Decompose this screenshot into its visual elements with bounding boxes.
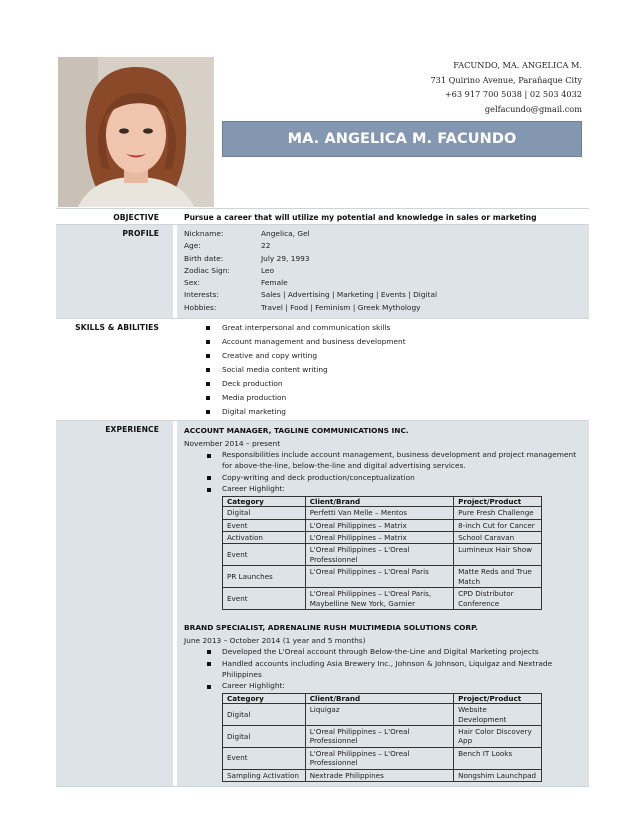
skill-item: Social media content writing [184, 363, 583, 377]
profile-label: PROFILE [56, 225, 173, 318]
job-bullet: Career Highlight: [184, 484, 583, 495]
job-bullet: Responsibilities include account management, business development and project management for above-the-line, below-the-line and digital advertising services. [184, 450, 583, 472]
contact-address: 731 Quirino Avenue, Parañaque City [430, 74, 582, 85]
table-header-row [223, 497, 542, 507]
skill-item: Great interpersonal and communication skills [184, 321, 583, 335]
job-bullet: Developed the L'Oreal account through Below-the-Line and Digital Marketing projects [184, 647, 583, 658]
header-project: Project/Product [454, 497, 542, 507]
contact-email: gelfacundo@gmail.com [484, 103, 582, 114]
experience-content [177, 421, 589, 786]
job-bullet: Career Highlight: [184, 681, 583, 692]
objective-text: Pursue a career that will utilize my potential and knowledge in sales or marketing [177, 209, 589, 224]
portrait-image [58, 57, 214, 207]
table-row: PR Launches L'Oreal Philippines – L'Oreal Paris Matte Reds and True Match [223, 566, 542, 588]
skill-item: Digital marketing [184, 405, 583, 419]
job-entry [184, 425, 583, 610]
objective-row [56, 208, 589, 224]
skills-list [177, 319, 589, 420]
header-category: Category [223, 497, 306, 507]
table-row: Digital Liquigaz Website Development [223, 704, 542, 726]
header-client: Client/Brand [305, 497, 453, 507]
table-row: Event L'Oreal Philippines – Matrix 8-inch Cut for Cancer [223, 519, 542, 531]
name-banner [222, 121, 582, 157]
profile-fields [177, 225, 589, 318]
full-name: MA. ANGELICA M. FACUNDO [287, 131, 517, 147]
header-client: Client/Brand [305, 694, 453, 704]
experience-row [56, 420, 589, 787]
table-row: Sampling Activation Nextrade Philippines Nongshim Launchpad [223, 769, 542, 781]
job-entry [184, 622, 583, 782]
table-row: Digital L'Oreal Philippines – L'Oreal Professionnel Hair Color Discovery App [223, 725, 542, 747]
profile-row [56, 224, 589, 318]
experience-label: EXPERIENCE [56, 421, 173, 786]
highlight-table [222, 693, 542, 782]
profile-field: Age: 22 [184, 241, 271, 251]
profile-field: Nickname: Angelica, Gel [184, 229, 310, 238]
contact-phones: +63 917 700 5038 | 02 503 4032 [444, 89, 582, 100]
job-title: BRAND SPECIALIST, ADRENALINE RUSH MULTIMEDIA SOLUTIONS CORP. [184, 622, 478, 632]
table-row: Activation L'Oreal Philippines – Matrix School Caravan [223, 532, 542, 544]
job-dates: June 2013 – October 2014 (1 year and 5 months) [184, 635, 366, 645]
profile-field: Hobbies: Travel | Food | Feminism | Greek Mythology [184, 302, 421, 312]
job-title: ACCOUNT MANAGER, TAGLINE COMMUNICATIONS INC. [184, 426, 409, 436]
job-bullet: Copy-writing and deck production/conceptualization [184, 473, 583, 484]
profile-field: Zodiac Sign: Leo [184, 265, 275, 275]
table-row: Event L'Oreal Philippines – L'Oreal Professionnel Lumineux Hair Show [223, 544, 542, 566]
skills-row [56, 318, 589, 420]
skill-item: Deck production [184, 377, 583, 391]
profile-field: Interests: Sales | Advertising | Marketing | Events | Digital [184, 290, 438, 300]
contact-block [430, 58, 582, 116]
profile-field: Birth date: July 29, 1993 [184, 253, 310, 263]
header-project: Project/Product [454, 694, 542, 704]
profile-photo [58, 57, 214, 207]
header-category: Category [223, 694, 306, 704]
resume-table [56, 208, 589, 787]
skill-item: Creative and copy writing [184, 349, 583, 363]
skill-item: Media production [184, 391, 583, 405]
skills-label: SKILLS & ABILITIES [56, 319, 173, 420]
objective-label: OBJECTIVE [56, 209, 173, 224]
profile-field: Sex: Female [184, 278, 288, 288]
skill-item: Account management and business development [184, 335, 583, 349]
table-row: Event L'Oreal Philippines – L'Oreal Paris, Maybelline New York, Garnier CPD Distributor Conference [223, 588, 542, 610]
table-row: Event L'Oreal Philippines – L'Oreal Professionnel Bench IT Looks [223, 747, 542, 769]
table-row: Digital Perfetti Van Melle – Mentos Pure Fresh Challenge [223, 507, 542, 519]
contact-name: FACUNDO, MA. ANGELICA M. [453, 60, 582, 70]
job-dates: November 2014 – present [184, 439, 281, 449]
highlight-table [222, 496, 542, 610]
job-bullet: Handled accounts including Asia Brewery Inc., Johnson & Johnson, Liquigaz and Nextrade Philippines [184, 659, 583, 681]
table-header-row [223, 694, 542, 704]
